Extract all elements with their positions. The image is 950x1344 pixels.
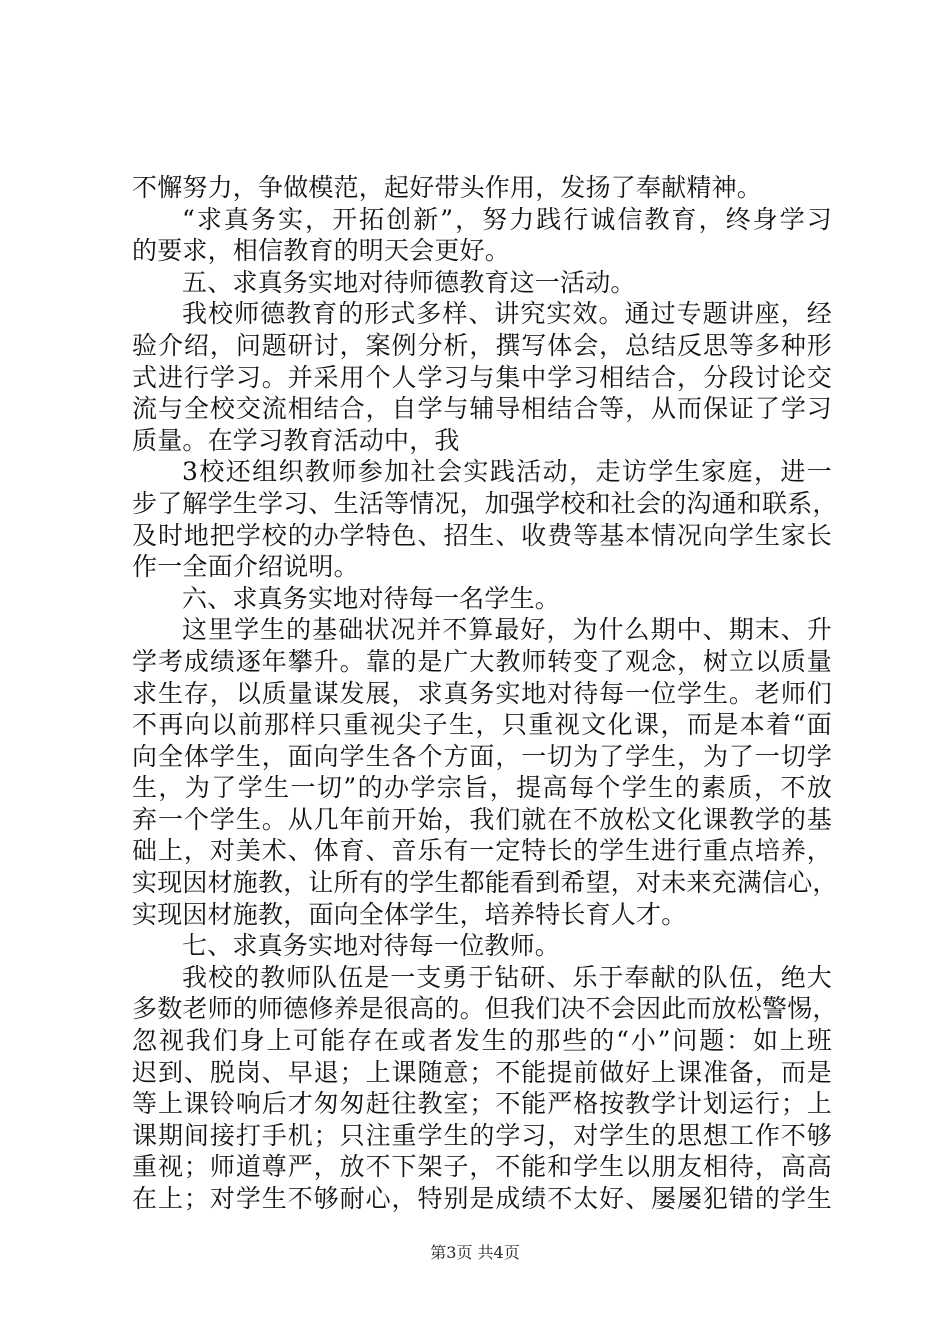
text-line: 六、求真务实地对待每一名学生。	[182, 583, 561, 613]
document-body	[132, 172, 838, 1215]
text-line: 实现因材施教，让所有的学生都能看到希望，对未来充满信心，	[132, 868, 838, 898]
text-line: 在上；对学生不够耐心，特别是成绩不太好、屡屡犯错的学生	[132, 1184, 832, 1213]
text-line: 验介绍，问题研讨，案例分析，撰写体会，总结反思等多种形	[132, 330, 832, 360]
text-line: 生，为了学生一切”的办学宗旨，提高每个学生的素质，不放	[132, 773, 832, 803]
text-line: 作一全面介绍说明。	[132, 552, 359, 582]
text-line: 课期间接打手机；只注重学生的学习，对学生的思想工作不够	[132, 1120, 832, 1150]
text-line: 3校还组织教师参加社会实践活动，走访学生家庭，进一	[182, 457, 832, 487]
text-line: 步了解学生学习、生活等情况，加强学校和社会的沟通和联系，	[132, 488, 838, 518]
text-line: 及时地把学校的办学特色、招生、收费等基本情况向学生家长	[132, 520, 832, 550]
text-line: 我校的教师队伍是一支勇于钻研、乐于奉献的队伍，绝大	[182, 962, 832, 992]
text-line: 迟到、脱岗、早退；上课随意；不能提前做好上课准备，而是	[132, 1057, 832, 1087]
text-line: 向全体学生，面向学生各个方面，一切为了学生，为了一切学	[132, 741, 832, 771]
text-line: 不再向以前那样只重视尖子生，只重视文化课，而是本着“面	[132, 710, 832, 740]
text-line: 这里学生的基础状况并不算最好，为什么期中、期末、升	[182, 615, 832, 645]
text-line: 多数老师的师德修养是很高的。但我们决不会因此而放松警惕，	[132, 994, 838, 1024]
text-line: 七、求真务实地对待每一位教师。	[182, 931, 561, 961]
text-line: 不懈努力，争做模范，起好带头作用，发扬了奉献精神。	[132, 173, 763, 202]
text-line: 流与全校交流相结合，自学与辅导相结合等，从而保证了学习	[132, 394, 832, 424]
text-line: 我校师德教育的形式多样、讲究实效。通过专题讲座，经	[182, 299, 832, 329]
text-line: “求真务实，开拓创新”，努力践行诚信教育，终身学习	[182, 204, 832, 234]
text-line: 重视；师道尊严，放不下架子，不能和学生以朋友相待，高高	[132, 1152, 832, 1182]
text-line: 式进行学习。并采用个人学习与集中学习相结合，分段讨论交	[132, 362, 832, 392]
text-line: 求生存，以质量谋发展，求真务实地对待每一位学生。老师们	[132, 678, 832, 708]
text-line: 忽视我们身上可能存在或者发生的那些的“小”问题：如上班	[132, 1026, 832, 1056]
text-line: 弃一个学生。从几年前开始，我们就在不放松文化课教学的基	[132, 804, 832, 834]
text-line: 实现因材施教，面向全体学生，培养特长育人才。	[132, 899, 687, 929]
text-line: 的要求，相信教育的明天会更好。	[132, 236, 511, 266]
text-line: 学考成绩逐年攀升。靠的是广大教师转变了观念，树立以质量	[132, 646, 832, 676]
page-number-footer: 第3页 共4页	[430, 1243, 520, 1262]
text-line: 础上，对美术、体育、音乐有一定特长的学生进行重点培养，	[132, 836, 832, 866]
text-line: 质量。在学习教育活动中，我	[132, 425, 460, 455]
text-line: 五、求真务实地对待师德教育这一活动。	[182, 267, 636, 297]
text-line: 等上课铃响后才匆匆赶往教室；不能严格按教学计划运行；上	[132, 1089, 832, 1119]
